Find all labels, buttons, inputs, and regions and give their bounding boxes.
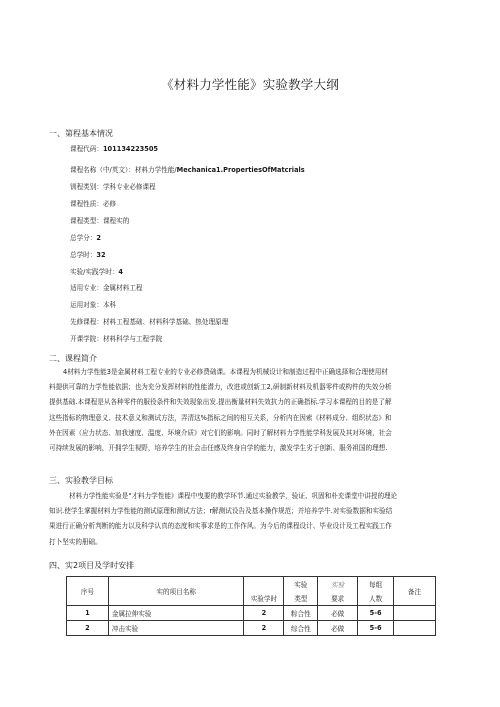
row-seq: 1 <box>67 606 109 621</box>
total-credits-value: 2 <box>96 234 101 242</box>
row-type: 粽合性 <box>284 606 318 621</box>
row-name: 金属拉伸实验 <box>108 606 244 621</box>
section-heading-goals: 三、实验教学目标 <box>49 476 113 485</box>
department-line: 开课学院：材料科学与工程学院 <box>70 335 163 343</box>
brief-line-2: 料提供可靠的力学性能依据；也为充分发挥材料的性能潜力，改进或创新工2,研制新材料及机器零件或构件的失效分析 <box>49 383 392 392</box>
row-hours: 2 <box>244 606 284 621</box>
total-hours-line <box>70 251 106 260</box>
total-hours-value: 32 <box>96 251 106 259</box>
prerequisite-line: 先修课程：材料工程基础、材料科学基础、热处理原理 <box>70 318 229 326</box>
goal-line-4: 打卜坚实的册础。 <box>49 537 102 546</box>
row-group: 5-6 <box>358 621 394 636</box>
header-hours: 实验学时 <box>244 577 284 606</box>
header-seq: 序号 <box>67 577 109 606</box>
header-req-top: 实验 <box>318 577 358 592</box>
brief-line-6: 可持续发展的影响，开拥学生视野，培养学生的社会击任感及终身自学的能力，激发学生劣于创新、服务祖国的理想. <box>49 444 388 453</box>
brief-paragraph <box>49 365 451 456</box>
course-code-line <box>70 145 158 154</box>
header-type-top: 实验 <box>284 577 318 592</box>
brief-line-4: 这些指标的物理意义、技术意义和测试方法，弄清这%指标之间的相互关系，分析内在因索《材料成分、组织状态》和 <box>49 413 392 422</box>
lab-hours-value: 4 <box>118 268 123 276</box>
brief-line-1: 4材料力学性能3是金属材料工程专业的专业必修费础课。本课程为机械设计和制造过程中正确选择和合理使用材 <box>63 368 388 376</box>
row-type: 综合性 <box>284 621 318 636</box>
total-credits-label: 总学分： <box>70 234 97 242</box>
brief-line-3: 提供基础.本课程是从各种零件的服役条件和失效现象出发.提出衡量材料失效抗力的正确指标.学习本课程的目的是了解 <box>49 398 392 407</box>
goal-line-1: 材料力学性能实验是"才料力学性能》课程中曳要的教学环节.通过实验教学，验证、巩固和朴充课堂中讲授的理论 <box>69 492 398 500</box>
row-req: 必做 <box>318 621 358 636</box>
header-type-bottom: 类型 <box>284 591 318 606</box>
goal-line-2: 知识.使学生掌握材料力学性能的测试原理和测试方法；r解测试设告及基本操作规范；并培养学牛.对实验数据和实验结 <box>49 507 393 516</box>
course-nature-line: 课程性质：必修 <box>70 200 117 208</box>
total-hours-label: 总学时： <box>70 251 97 259</box>
section-heading-basic-info: 一、第程基本情况 <box>49 129 113 138</box>
applicable-major-line: 适用专业：金属材料工程 <box>70 284 143 292</box>
row-group: 5-6 <box>358 606 394 621</box>
row-note <box>394 621 436 636</box>
course-name-value: Mechanica1.PropertiesOfMatcrials <box>176 166 305 174</box>
course-name-line <box>70 166 305 175</box>
course-code-label: 课程代码： <box>70 145 103 153</box>
lab-hours-line <box>70 268 123 277</box>
document-title: 《材料力学性能》实验教学大纲 <box>161 77 339 92</box>
row-name: 冲击实验 <box>108 621 244 636</box>
row-req: 必做 <box>318 606 358 621</box>
section-heading-brief: 二、课程简介 <box>49 354 97 363</box>
goal-paragraph <box>49 489 451 550</box>
total-credits-line <box>70 234 101 243</box>
lab-schedule-table <box>66 576 436 636</box>
section-heading-schedule: 四、实2项目及学时安排 <box>49 561 135 570</box>
brief-line-5: 外在因素（应力状态、加我速度、温度、环境介质》对它们的影响。同时了解材料力学性能学科发展及其对环境，社会 <box>49 428 392 437</box>
course-code-value: 101134223505 <box>102 145 159 153</box>
header-name: 实的项目名称 <box>108 577 244 606</box>
row-note <box>394 606 436 621</box>
table-row <box>67 606 436 621</box>
row-seq: 2 <box>67 621 109 636</box>
header-note: 备注 <box>394 577 436 606</box>
lab-hours-label: 实验/实践学时： <box>70 268 119 276</box>
table-row <box>67 621 436 636</box>
row-hours: 2 <box>244 621 284 636</box>
course-category-line: 钏程类别：学科专业必修课程 <box>70 183 156 191</box>
audience-line: 运用对象：本科 <box>70 301 117 309</box>
header-req-bottom: 要求 <box>318 591 358 606</box>
goal-line-3: 果进行正确分析判断的能力以及科学认真的态度和实事求是的工作作风。为今后的课程设计、毕业设计及工程实践工作 <box>49 522 392 531</box>
table-header-row <box>67 577 436 592</box>
header-group-bottom: 人数 <box>358 591 394 606</box>
course-type-line: 课程类型：课程实的 <box>70 217 130 225</box>
header-group-top: 每组 <box>358 577 394 592</box>
course-name-label: 课程名称（中/英文）：材料力学性能/ <box>70 166 177 174</box>
